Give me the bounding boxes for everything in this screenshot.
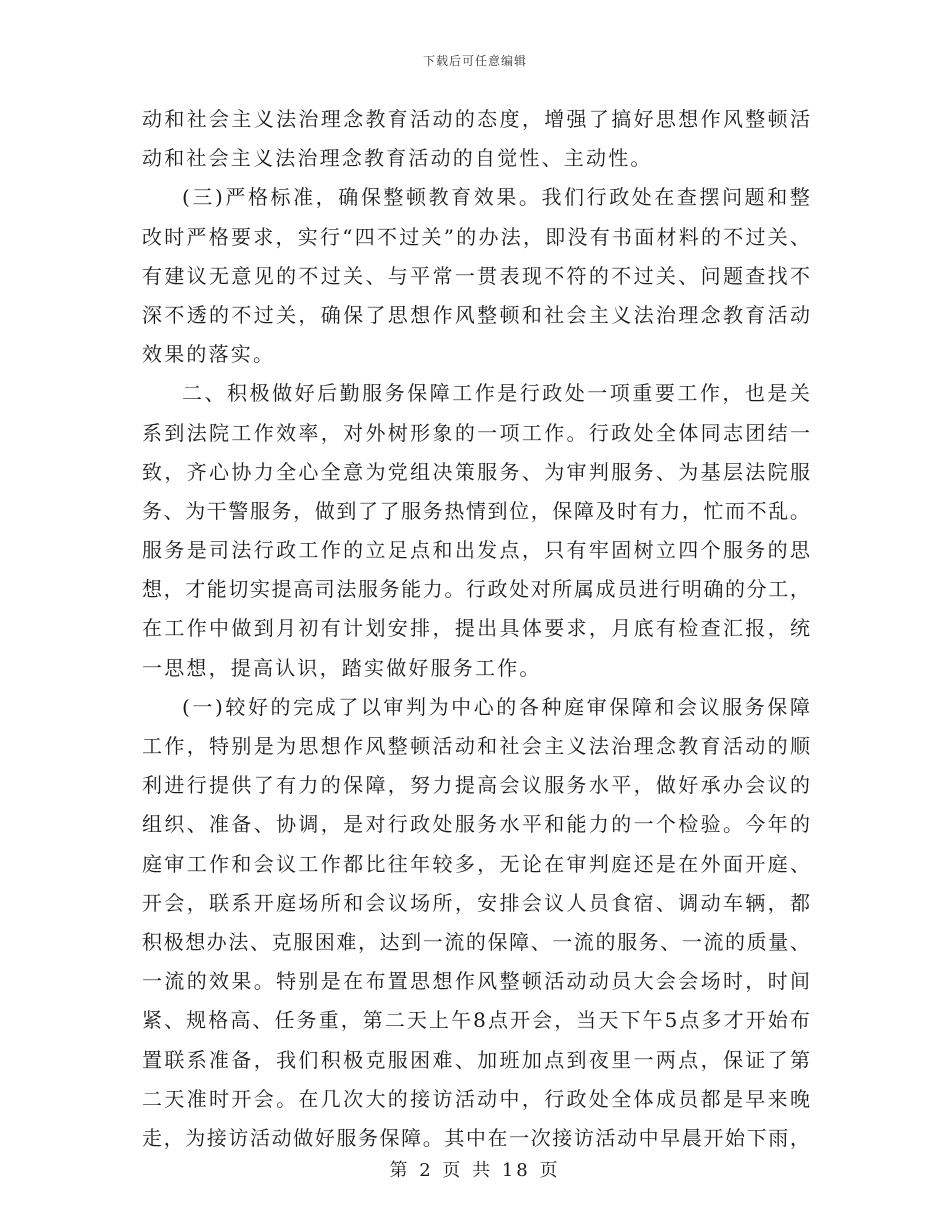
text-line: ( 一 ) 较 好 的 完 成 了 以 审 判 为 中 心 的 各 种 庭 审 保 障 和 会 议 服 务 保 障: [182, 694, 810, 719]
text-line: 动 和 社 会 主 义 法 治 理 念 教 育 活 动 的 态 度 ， 增 强 了 搞 好 思 想 作 风 整 顿 活: [142, 107, 810, 131]
text-line: 系 到 法 院 工 作 效 率 ， 对 外 树 形 象 的 一 项 工 作 。 行 政 处 全 体 同 志 团 结 一: [142, 420, 810, 445]
text-line: 改 时 严 格 要 求 ， 实 行 “ 四 不 过 关 ” 的 办 法 ， 即 没 有 书 面 材 料 的 不 过 关 、: [142, 224, 810, 249]
paragraph: [142, 100, 810, 178]
text-line: 服 务 是 司 法 行 政 工 作 的 立 足 点 和 出 发 点 ， 只 有 牢 固 树 立 四 个 服 务 的 思: [142, 538, 810, 563]
paragraph: [142, 688, 810, 1158]
text-line: 庭 审 工 作 和 会 议 工 作 都 比 往 年 较 多 ， 无 论 在 审 判 庭 还 是 在 外 面 开 庭 、: [142, 851, 810, 876]
text-line: 二 、 积 极 做 好 后 勤 服 务 保 障 工 作 是 行 政 处 一 项 重 要 工 作 ， 也 是 关: [182, 381, 810, 406]
body-text: [142, 100, 810, 1158]
paragraph: [142, 178, 810, 374]
text-line: 深 不 透 的 不 过 关 ， 确 保 了 思 想 作 风 整 顿 和 社 会 主 义 法 治 理 念 教 育 活 动: [142, 302, 810, 327]
paragraph: [142, 374, 810, 688]
page-header: 下载后可任意编辑: [422, 54, 527, 68]
text-line: 想 ， 才 能 切 实 提 高 司 法 服 务 能 力 。 行 政 处 对 所 属 成 员 进 行 明 确 的 分 工 ，: [142, 577, 810, 602]
text-line: 置 联 系 准 备 ， 我 们 积 极 克 服 困 难 、 加 班 加 点 到 夜 里 一 两 点 ， 保 证 了 第: [142, 1047, 810, 1072]
text-line: 效果的落实。: [142, 342, 276, 367]
text-line: 务 、 为 干 警 服 务 ， 做 到 了 了 服 务 热 情 到 位 ， 保 障 及 时 有 力 ， 忙 而 不 乱 。: [142, 498, 810, 523]
page-number-footer: 第 2 页 共 18 页: [389, 1160, 561, 1181]
text-line: 有 建 议 无 意 见 的 不 过 关 、 与 平 常 一 贯 表 现 不 符 的 不 过 关 、 问 题 查 找 不: [142, 263, 810, 288]
text-line: 利 进 行 提 供 了 有 力 的 保 障 ， 努 力 提 高 会 议 服 务 水 平 ， 做 好 承 办 会 议 的: [142, 773, 810, 798]
text-line: 动和社会主义法治理念教育活动的自觉性、主动性。: [142, 146, 653, 171]
text-line: 二 天 准 时 开 会 。 在 几 次 大 的 接 访 活 动 中 ， 行 政 处 全 体 成 员 都 是 早 来 晚: [142, 1086, 810, 1111]
text-line: 积 极 想 办 法 、 克 服 困 难 ， 达 到 一 流 的 保 障 、 一 流 的 服 务 、 一 流 的 质 量 、: [142, 929, 810, 954]
text-line: 一 流 的 效 果 。 特 别 是 在 布 置 思 想 作 风 整 顿 活 动 动 员 大 会 会 场 时 ， 时 间: [142, 969, 810, 994]
text-line: ( 三 ) 严 格 标 准 ， 确 保 整 顿 教 育 效 果 。 我 们 行 政 处 在 查 摆 问 题 和 整: [182, 185, 810, 210]
text-line: 开 会 ， 联 系 开 庭 场 所 和 会 议 场 所 ， 安 排 会 议 人 员 食 宿 、 调 动 车 辆 ， 都: [142, 890, 810, 915]
text-line: 走 ， 为 接 访 活 动 做 好 服 务 保 障 。 其 中 在 一 次 接 访 活 动 中 早 晨 开 始 下 雨 ，: [142, 1125, 810, 1150]
text-line: 在 工 作 中 做 到 月 初 有 计 划 安 排 ， 提 出 具 体 要 求 ， 月 底 有 检 查 汇 报 ， 统: [142, 616, 810, 641]
text-line: 工 作 ， 特 别 是 为 思 想 作 风 整 顿 活 动 和 社 会 主 义 法 治 理 念 教 育 活 动 的 顺: [142, 734, 810, 758]
text-line: 组 织 、 准 备 、 协 调 ， 是 对 行 政 处 服 务 水 平 和 能 力 的 一 个 检 验 。 今 年 的: [142, 812, 810, 837]
text-line: 紧 、 规 格 高 、 任 务 重 ， 第 二 天 上 午 8 点 开 会 ， 当 天 下 午 5 点 多 才 开 始 布: [142, 1008, 810, 1033]
text-line: 一思想，提高认识，踏实做好服务工作。: [142, 655, 542, 680]
text-line: 致 ， 齐 心 协 力 全 心 全 意 为 党 组 决 策 服 务 、 为 审 判 服 务 、 为 基 层 法 院 服: [142, 459, 810, 484]
